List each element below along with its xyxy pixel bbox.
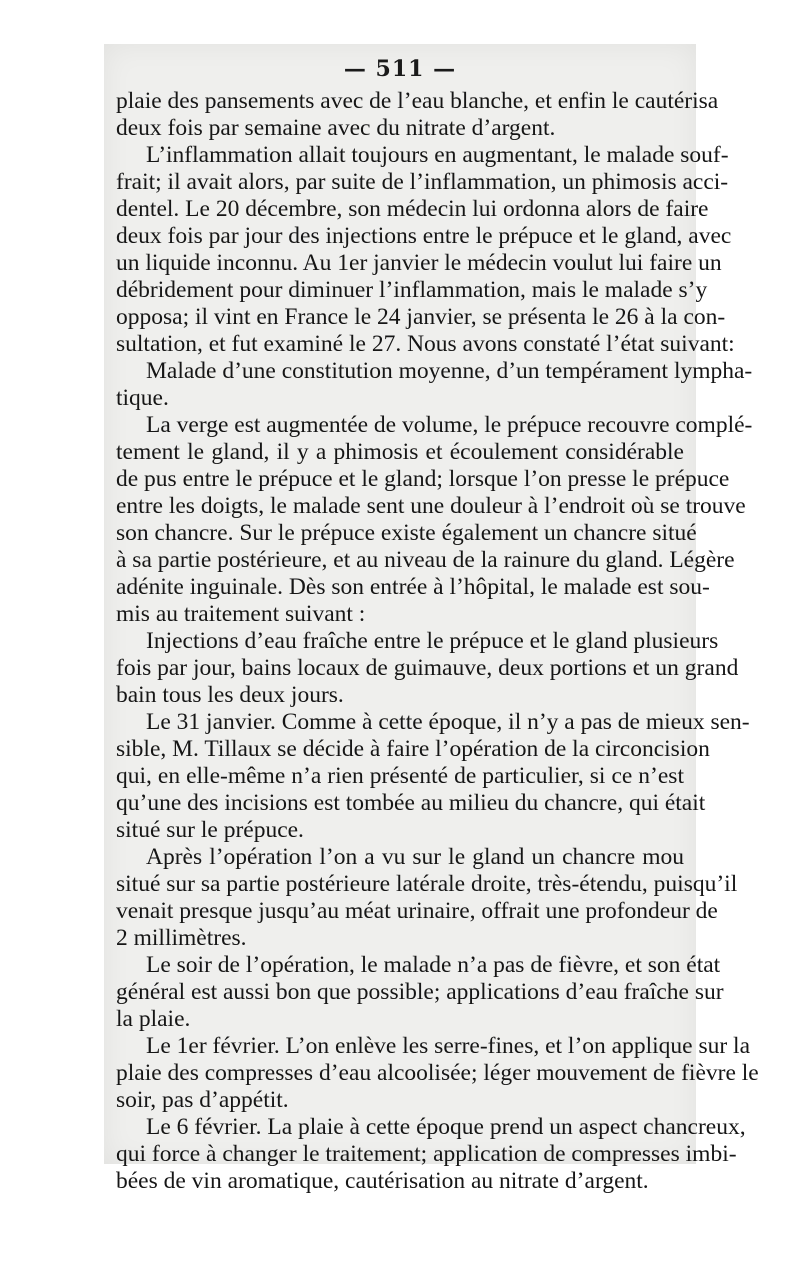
- text-line: deux fois par jour des injections entre le prépuce et le gland, avec: [116, 223, 732, 249]
- text-line: entre les doigts, le malade sent une douleur à l’endroit où se trouve: [116, 493, 746, 519]
- paragraph: [116, 142, 735, 358]
- text-line: la plaie.: [116, 1006, 191, 1032]
- paragraph: [116, 952, 724, 1033]
- text-line: de pus entre le prépuce et le gland; lorsque l’on presse le prépuce: [116, 466, 730, 492]
- paragraph: [116, 628, 739, 709]
- paragraph: [116, 709, 750, 844]
- text-line: mis au traitement suivant :: [116, 601, 366, 627]
- text-line: opposa; il vint en France le 24 janvier, se présenta le 26 à la con-: [116, 304, 726, 330]
- text-line: son chancre. Sur le prépuce existe également un chancre situé: [116, 520, 697, 546]
- paragraph: [116, 1033, 759, 1114]
- paragraph: [116, 1114, 746, 1195]
- paragraph: [116, 844, 738, 952]
- text-line: qui, en elle-même n’a rien présenté de particulier, si ce n’est: [116, 763, 684, 789]
- text-line: Le soir de l’opération, le malade n’a pas de fièvre, et son état: [146, 952, 721, 978]
- text-line: L’inflammation allait toujours en augmentant, le malade souf-: [146, 142, 729, 168]
- text-line: frait; il avait alors, par suite de l’inflammation, un phimosis acci-: [116, 169, 729, 195]
- text-line: deux fois par semaine avec du nitrate d’argent.: [116, 115, 556, 141]
- text-line: à sa partie postérieure, et au niveau de la rainure du gland. Légère: [116, 547, 735, 573]
- paragraph: [116, 412, 753, 628]
- text-line: qu’une des incisions est tombée au milieu du chancre, qui était: [116, 790, 706, 816]
- text-line: Injections d’eau fraîche entre le prépuce et le gland plusieurs: [146, 628, 719, 654]
- text-line: Après l’opération l’on a vu sur le gland un chancre mou: [146, 844, 684, 870]
- text-line: Le 31 janvier. Comme à cette époque, il n’y a pas de mieux sen-: [146, 709, 750, 735]
- text-line: bain tous les deux jours.: [116, 682, 344, 708]
- text-line: débridement pour diminuer l’inflammation, mais le malade s’y: [116, 277, 708, 303]
- text-line: fois par jour, bains locaux de guimauve, deux portions et un grand: [116, 655, 739, 681]
- text-line: venait presque jusqu’au méat urinaire, offrait une profondeur de: [116, 898, 718, 924]
- body-text: [116, 88, 759, 1195]
- text-line: plaie des pansements avec de l’eau blanche, et enfin le cautérisa: [116, 88, 719, 114]
- text-line: tique.: [116, 385, 169, 411]
- text-line: situé sur le prépuce.: [116, 817, 304, 843]
- text-line: plaie des compresses d’eau alcoolisée; léger mouvement de fièvre le: [116, 1060, 759, 1086]
- text-line: Malade d’une constitution moyenne, d’un tempérament lympha-: [146, 358, 753, 384]
- text-line: tement le gland, il y a phimosis et écoulement considérable: [116, 439, 684, 465]
- text-line: situé sur sa partie postérieure latérale droite, très-étendu, puisqu’il: [116, 871, 738, 897]
- text-line: adénite inguinale. Dès son entrée à l’hôpital, le malade est sou-: [116, 574, 710, 600]
- text-line: La verge est augmentée de volume, le prépuce recouvre complé-: [146, 412, 753, 438]
- text-line: Le 1er février. L’on enlève les serre-fines, et l’on applique sur la: [146, 1033, 751, 1059]
- text-line: 2 millimètres.: [116, 925, 247, 951]
- text-line: Le 6 février. La plaie à cette époque prend un aspect chancreux,: [146, 1114, 746, 1140]
- text-line: sultation, et fut examiné le 27. Nous avons constaté l’état suivant:: [116, 331, 735, 357]
- text-line: sible, M. Tillaux se décide à faire l’opération de la circoncision: [116, 736, 710, 762]
- text-line: qui force à changer le traitement; application de compresses imbi-: [116, 1141, 737, 1167]
- page-number: — 511 —: [343, 56, 457, 82]
- text-line: dentel. Le 20 décembre, son médecin lui ordonna alors de faire: [116, 196, 709, 222]
- paragraph: [116, 88, 719, 142]
- text-line: soir, pas d’appétit.: [116, 1087, 289, 1113]
- paragraph: [116, 358, 753, 412]
- text-line: bées de vin aromatique, cautérisation au nitrate d’argent.: [116, 1168, 649, 1194]
- text-line: général est aussi bon que possible; applications d’eau fraîche sur: [116, 979, 724, 1005]
- text-line: un liquide inconnu. Au 1er janvier le médecin voulut lui faire un: [116, 250, 722, 276]
